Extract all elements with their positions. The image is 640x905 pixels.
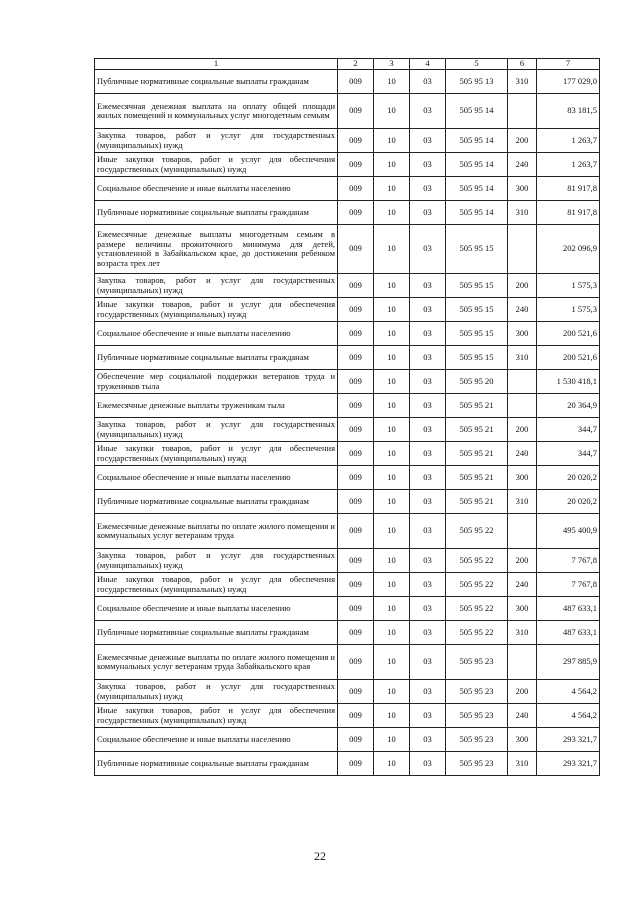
amount-cell: 200 521,6: [537, 322, 600, 346]
table-row: [95, 225, 600, 274]
item-name-cell: Иные закупки товаров, работ и услуг для обеспечения государственных (муниципальных) нужд: [95, 704, 338, 728]
ministry-code-cell: 009: [338, 680, 374, 704]
subsection-cell: 03: [410, 466, 446, 490]
item-name-cell: Социальное обеспечение и иные выплаты населению: [95, 322, 338, 346]
item-name-cell: Ежемесячные денежные выплаты многодетным семьям в размере величины прожиточного минимума для детей, установленной в Забайкальском крае, до достижения ребенком возраста трех лет: [95, 225, 338, 274]
target-article-cell: 505 95 14: [446, 94, 508, 129]
amount-cell: 344,7: [537, 418, 600, 442]
target-article-cell: 505 95 22: [446, 621, 508, 645]
ministry-code-cell: 009: [338, 177, 374, 201]
ministry-code-cell: 009: [338, 394, 374, 418]
expense-type-cell: 310: [508, 490, 537, 514]
subsection-cell: 03: [410, 442, 446, 466]
expense-type-cell: 310: [508, 346, 537, 370]
expense-type-cell: 300: [508, 322, 537, 346]
amount-cell: 1 263,7: [537, 153, 600, 177]
section-cell: 10: [374, 645, 410, 680]
subsection-cell: 03: [410, 201, 446, 225]
amount-cell: 83 181,5: [537, 94, 600, 129]
ministry-code-cell: 009: [338, 274, 374, 298]
subsection-cell: 03: [410, 177, 446, 201]
table-row: [95, 370, 600, 394]
ministry-code-cell: 009: [338, 225, 374, 274]
section-cell: 10: [374, 370, 410, 394]
page-number: 22: [314, 849, 326, 863]
expense-type-cell: 300: [508, 177, 537, 201]
table-row: [95, 153, 600, 177]
target-article-cell: 505 95 23: [446, 680, 508, 704]
table-row: [95, 274, 600, 298]
section-cell: 10: [374, 621, 410, 645]
table-row: [95, 645, 600, 680]
subsection-cell: 03: [410, 225, 446, 274]
expense-type-cell: [508, 514, 537, 549]
target-article-cell: 505 95 15: [446, 346, 508, 370]
table-row: [95, 322, 600, 346]
ministry-code-cell: 009: [338, 466, 374, 490]
amount-cell: 487 633,1: [537, 621, 600, 645]
section-cell: 10: [374, 442, 410, 466]
subsection-cell: 03: [410, 514, 446, 549]
section-cell: 10: [374, 322, 410, 346]
target-article-cell: 505 95 14: [446, 201, 508, 225]
ministry-code-cell: 009: [338, 728, 374, 752]
target-article-cell: 505 95 14: [446, 129, 508, 153]
subsection-cell: 03: [410, 752, 446, 776]
section-cell: 10: [374, 394, 410, 418]
ministry-code-cell: 009: [338, 322, 374, 346]
target-article-cell: 505 95 21: [446, 490, 508, 514]
header-cell-1: 1: [95, 59, 338, 70]
ministry-code-cell: 009: [338, 490, 374, 514]
amount-cell: 81 917,8: [537, 201, 600, 225]
expense-type-cell: 200: [508, 274, 537, 298]
item-name-cell: Ежемесячная денежная выплата на оплату общей площади жилых помещений и коммунальных услуг многодетным семьям: [95, 94, 338, 129]
section-cell: 10: [374, 466, 410, 490]
item-name-cell: Ежемесячные денежные выплаты по оплате жилого помещения и коммунальных услуг ветеранам труда: [95, 514, 338, 549]
target-article-cell: 505 95 13: [446, 70, 508, 94]
table-row: [95, 752, 600, 776]
item-name-cell: Закупка товаров, работ и услуг для государственных (муниципальных) нужд: [95, 549, 338, 573]
item-name-cell: Публичные нормативные социальные выплаты гражданам: [95, 621, 338, 645]
table-row: [95, 621, 600, 645]
subsection-cell: 03: [410, 680, 446, 704]
amount-cell: 495 400,9: [537, 514, 600, 549]
target-article-cell: 505 95 22: [446, 597, 508, 621]
table-header-row: [95, 59, 600, 70]
section-cell: 10: [374, 346, 410, 370]
item-name-cell: Социальное обеспечение и иные выплаты населению: [95, 597, 338, 621]
table-row: [95, 680, 600, 704]
ministry-code-cell: 009: [338, 201, 374, 225]
expense-type-cell: [508, 645, 537, 680]
target-article-cell: 505 95 15: [446, 274, 508, 298]
header-cell-7: 7: [537, 59, 600, 70]
section-cell: 10: [374, 177, 410, 201]
target-article-cell: 505 95 22: [446, 573, 508, 597]
section-cell: 10: [374, 514, 410, 549]
target-article-cell: 505 95 22: [446, 514, 508, 549]
section-cell: 10: [374, 129, 410, 153]
item-name-cell: Социальное обеспечение и иные выплаты населению: [95, 177, 338, 201]
table-row: [95, 94, 600, 129]
subsection-cell: 03: [410, 370, 446, 394]
ministry-code-cell: 009: [338, 129, 374, 153]
amount-cell: 7 767,8: [537, 573, 600, 597]
header-cell-5: 5: [446, 59, 508, 70]
subsection-cell: 03: [410, 153, 446, 177]
target-article-cell: 505 95 21: [446, 466, 508, 490]
expense-type-cell: 200: [508, 549, 537, 573]
section-cell: 10: [374, 70, 410, 94]
table-row: [95, 70, 600, 94]
expense-type-cell: [508, 225, 537, 274]
item-name-cell: Ежемесячные денежные выплаты по оплате жилого помещения и коммунальных услуг ветеранам труда Забайкальского края: [95, 645, 338, 680]
section-cell: 10: [374, 298, 410, 322]
subsection-cell: 03: [410, 418, 446, 442]
ministry-code-cell: 009: [338, 418, 374, 442]
amount-cell: 202 096,9: [537, 225, 600, 274]
ministry-code-cell: 009: [338, 514, 374, 549]
amount-cell: 4 564,2: [537, 680, 600, 704]
amount-cell: 1 575,3: [537, 298, 600, 322]
section-cell: 10: [374, 490, 410, 514]
amount-cell: 293 321,7: [537, 728, 600, 752]
expense-type-cell: 300: [508, 597, 537, 621]
table-row: [95, 597, 600, 621]
section-cell: 10: [374, 274, 410, 298]
ministry-code-cell: 009: [338, 70, 374, 94]
table-row: [95, 177, 600, 201]
amount-cell: 293 321,7: [537, 752, 600, 776]
table-row: [95, 394, 600, 418]
amount-cell: 1 263,7: [537, 129, 600, 153]
item-name-cell: Социальное обеспечение и иные выплаты населению: [95, 466, 338, 490]
ministry-code-cell: 009: [338, 346, 374, 370]
subsection-cell: 03: [410, 573, 446, 597]
table-row: [95, 442, 600, 466]
subsection-cell: 03: [410, 394, 446, 418]
section-cell: 10: [374, 680, 410, 704]
table-row: [95, 573, 600, 597]
section-cell: 10: [374, 597, 410, 621]
amount-cell: 297 885,9: [537, 645, 600, 680]
item-name-cell: Закупка товаров, работ и услуг для государственных (муниципальных) нужд: [95, 418, 338, 442]
table-row: [95, 129, 600, 153]
ministry-code-cell: 009: [338, 704, 374, 728]
subsection-cell: 03: [410, 645, 446, 680]
amount-cell: 344,7: [537, 442, 600, 466]
table-row: [95, 298, 600, 322]
header-cell-4: 4: [410, 59, 446, 70]
expense-type-cell: 240: [508, 298, 537, 322]
expense-type-cell: 240: [508, 573, 537, 597]
item-name-cell: Иные закупки товаров, работ и услуг для обеспечения государственных (муниципальных) нужд: [95, 153, 338, 177]
expense-type-cell: [508, 94, 537, 129]
expense-type-cell: 300: [508, 466, 537, 490]
header-cell-2: 2: [338, 59, 374, 70]
item-name-cell: Социальное обеспечение и иные выплаты населению: [95, 728, 338, 752]
ministry-code-cell: 009: [338, 597, 374, 621]
amount-cell: 487 633,1: [537, 597, 600, 621]
expense-type-cell: 240: [508, 442, 537, 466]
item-name-cell: Ежемесячные денежные выплаты труженикам тыла: [95, 394, 338, 418]
table-row: [95, 346, 600, 370]
expense-type-cell: 240: [508, 153, 537, 177]
table-row: [95, 418, 600, 442]
item-name-cell: Публичные нормативные социальные выплаты гражданам: [95, 346, 338, 370]
subsection-cell: 03: [410, 490, 446, 514]
expense-type-cell: 310: [508, 621, 537, 645]
ministry-code-cell: 009: [338, 752, 374, 776]
item-name-cell: Публичные нормативные социальные выплаты гражданам: [95, 201, 338, 225]
section-cell: 10: [374, 153, 410, 177]
target-article-cell: 505 95 23: [446, 752, 508, 776]
header-cell-6: 6: [508, 59, 537, 70]
section-cell: 10: [374, 752, 410, 776]
section-cell: 10: [374, 225, 410, 274]
table-row: [95, 466, 600, 490]
target-article-cell: 505 95 23: [446, 728, 508, 752]
section-cell: 10: [374, 201, 410, 225]
target-article-cell: 505 95 14: [446, 177, 508, 201]
target-article-cell: 505 95 15: [446, 322, 508, 346]
item-name-cell: Иные закупки товаров, работ и услуг для обеспечения государственных (муниципальных) нужд: [95, 573, 338, 597]
amount-cell: 81 917,8: [537, 177, 600, 201]
table-body: [95, 70, 600, 776]
ministry-code-cell: 009: [338, 549, 374, 573]
table-row: [95, 704, 600, 728]
item-name-cell: Закупка товаров, работ и услуг для государственных (муниципальных) нужд: [95, 680, 338, 704]
amount-cell: 7 767,8: [537, 549, 600, 573]
item-name-cell: Публичные нормативные социальные выплаты гражданам: [95, 752, 338, 776]
subsection-cell: 03: [410, 549, 446, 573]
subsection-cell: 03: [410, 274, 446, 298]
amount-cell: 4 564,2: [537, 704, 600, 728]
expense-type-cell: [508, 370, 537, 394]
expense-type-cell: 200: [508, 680, 537, 704]
ministry-code-cell: 009: [338, 298, 374, 322]
subsection-cell: 03: [410, 597, 446, 621]
ministry-code-cell: 009: [338, 573, 374, 597]
table-row: [95, 549, 600, 573]
item-name-cell: Иные закупки товаров, работ и услуг для обеспечения государственных (муниципальных) нужд: [95, 442, 338, 466]
section-cell: 10: [374, 94, 410, 129]
amount-cell: 200 521,6: [537, 346, 600, 370]
section-cell: 10: [374, 573, 410, 597]
target-article-cell: 505 95 22: [446, 549, 508, 573]
ministry-code-cell: 009: [338, 94, 374, 129]
target-article-cell: 505 95 14: [446, 153, 508, 177]
ministry-code-cell: 009: [338, 370, 374, 394]
subsection-cell: 03: [410, 704, 446, 728]
section-cell: 10: [374, 704, 410, 728]
amount-cell: 20 020,2: [537, 466, 600, 490]
expense-type-cell: 240: [508, 704, 537, 728]
table-row: [95, 490, 600, 514]
expense-type-cell: 310: [508, 752, 537, 776]
target-article-cell: 505 95 21: [446, 394, 508, 418]
subsection-cell: 03: [410, 346, 446, 370]
expense-type-cell: 200: [508, 418, 537, 442]
item-name-cell: Публичные нормативные социальные выплаты гражданам: [95, 70, 338, 94]
subsection-cell: 03: [410, 322, 446, 346]
table-row: [95, 514, 600, 549]
section-cell: 10: [374, 418, 410, 442]
ministry-code-cell: 009: [338, 645, 374, 680]
target-article-cell: 505 95 20: [446, 370, 508, 394]
expense-type-cell: [508, 394, 537, 418]
target-article-cell: 505 95 15: [446, 225, 508, 274]
subsection-cell: 03: [410, 621, 446, 645]
subsection-cell: 03: [410, 129, 446, 153]
target-article-cell: 505 95 21: [446, 418, 508, 442]
item-name-cell: Иные закупки товаров, работ и услуг для обеспечения государственных (муниципальных) нужд: [95, 298, 338, 322]
expense-type-cell: 310: [508, 201, 537, 225]
subsection-cell: 03: [410, 70, 446, 94]
expense-type-cell: 310: [508, 70, 537, 94]
target-article-cell: 505 95 23: [446, 704, 508, 728]
amount-cell: 20 364,9: [537, 394, 600, 418]
section-cell: 10: [374, 549, 410, 573]
amount-cell: 1 530 418,1: [537, 370, 600, 394]
expense-type-cell: 300: [508, 728, 537, 752]
section-cell: 10: [374, 728, 410, 752]
amount-cell: 1 575,3: [537, 274, 600, 298]
ministry-code-cell: 009: [338, 621, 374, 645]
target-article-cell: 505 95 15: [446, 298, 508, 322]
amount-cell: 177 029,0: [537, 70, 600, 94]
item-name-cell: Закупка товаров, работ и услуг для государственных (муниципальных) нужд: [95, 274, 338, 298]
table-row: [95, 728, 600, 752]
subsection-cell: 03: [410, 94, 446, 129]
amount-cell: 20 020,2: [537, 490, 600, 514]
expense-type-cell: 200: [508, 129, 537, 153]
item-name-cell: Публичные нормативные социальные выплаты гражданам: [95, 490, 338, 514]
target-article-cell: 505 95 21: [446, 442, 508, 466]
target-article-cell: 505 95 23: [446, 645, 508, 680]
budget-table: [94, 58, 600, 776]
subsection-cell: 03: [410, 298, 446, 322]
subsection-cell: 03: [410, 728, 446, 752]
item-name-cell: Обеспечение мер социальной поддержки ветеранов труда и тружеников тыла: [95, 370, 338, 394]
table-row: [95, 201, 600, 225]
ministry-code-cell: 009: [338, 442, 374, 466]
ministry-code-cell: 009: [338, 153, 374, 177]
item-name-cell: Закупка товаров, работ и услуг для государственных (муниципальных) нужд: [95, 129, 338, 153]
header-cell-3: 3: [374, 59, 410, 70]
